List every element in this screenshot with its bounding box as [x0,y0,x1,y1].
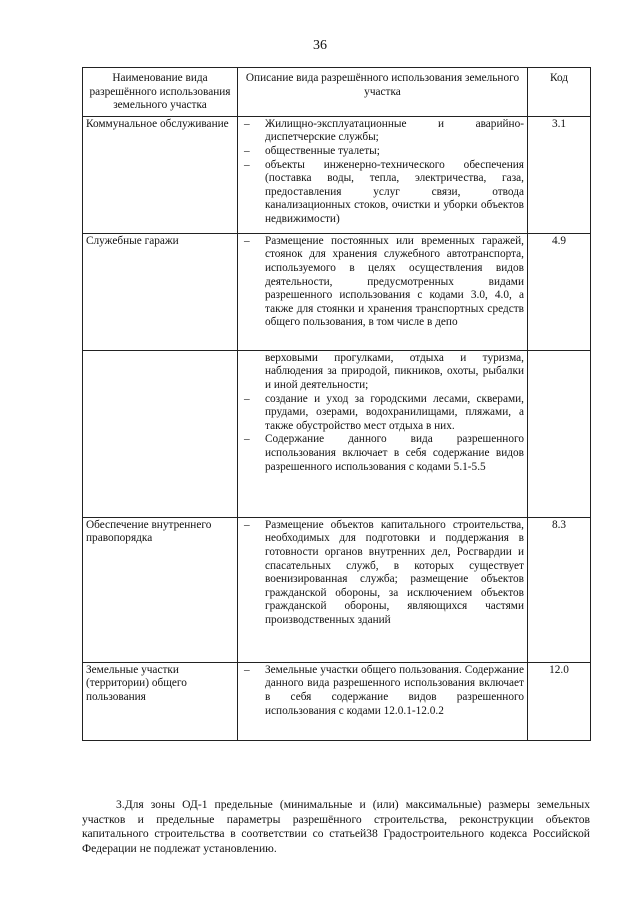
list-item: – Жилищно-эксплуатационные и аварийно-диспетчерские службы; [241,118,524,145]
row-description [238,116,528,233]
table-row [83,350,591,517]
header-name: Наименование вида разрешённого использования земельного участка [83,68,238,117]
zone-od1-paragraph: 3.Для зоны ОД-1 предельные (минимальные и (или) максимальные) размеры земельных участков и предельные параметры разрешённого строительства, реконструкции объектов капитального строительства в соответствии со статьей38 Градостроительного кодекса Российской Федерации не подлежат установлению. [82,798,590,855]
row-description [238,662,528,740]
list-item-continuation: верховыми прогулками, отдыха и туризма, наблюдения за природой, пикников, охоты, рыбалки и иной деятельности; [265,351,524,391]
table-header-row [83,68,591,117]
table-row [83,517,591,662]
page-number: 36 [313,38,327,53]
list-item: – создание и уход за городскими лесами, скверами, прудами, озерами, водохранилищами, пляжами, а также обустройство мест отдыха в них. [241,393,524,434]
land-use-table [82,67,591,741]
row-code [528,350,591,517]
table-row [83,662,591,740]
row-name: Земельные участки (территории) общего пользования [83,662,238,740]
row-code: 12.0 [528,662,591,740]
header-description: Описание вида разрешённого использования земельного участка [238,68,528,117]
row-name: Коммунальное обслуживание [83,116,238,233]
list-item: – Размещение постоянных или временных гаражей, стоянок для хранения служебного автотранспорта, используемого в целях осуществления видов деятельности, предусмотренных видами разрешенного использования с кодами 3.0, 4.0, а также для стоянки и хранения транспортных средств общего пользования, в том числе в депо [241,235,524,330]
list-item: – Земельные участки общего пользования. Содержание данного вида разрешенного использования включает в себя содержание видов разрешенного использования с кодами 12.0.1-12.0.2 [241,664,524,718]
row-description [238,517,528,662]
row-description [238,233,528,350]
list-item: – объекты инженерно-технического обеспечения (поставка воды, тепла, электричества, газа, предоставления услуг связи, отвода канализационных стоков, очистки и уборки объектов недвижимости) [241,159,524,227]
row-name: Служебные гаражи [83,233,238,350]
row-name [83,350,238,517]
row-code: 3.1 [528,116,591,233]
row-name: Обеспечение внутреннего правопорядка [83,517,238,662]
row-code: 4.9 [528,233,591,350]
row-description [238,350,528,517]
row-code: 8.3 [528,517,591,662]
table-row [83,233,591,350]
header-code: Код [528,68,591,117]
table-row [83,116,591,233]
list-item: – Содержание данного вида разрешенного использования включает в себя содержание видов разрешенного использования с кодами 5.1-5.5 [241,433,524,474]
list-item: – Размещение объектов капитального строительства, необходимых для подготовки и поддержания в готовности органов внутренних дел, Росгвардии и спасательных служб, в которых существует военизированная служба; размещение объектов гражданской обороны, за исключением объектов гражданской обороны, являющихся частями производственных зданий [241,519,524,628]
list-item: – общественные туалеты; [241,145,524,159]
